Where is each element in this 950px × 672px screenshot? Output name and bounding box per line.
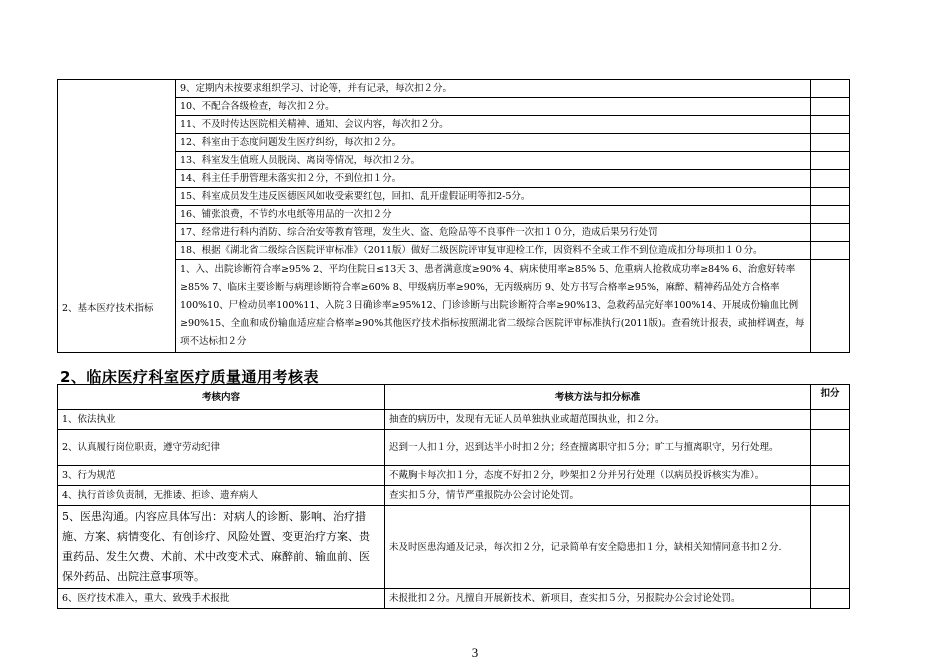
score-cell — [811, 152, 850, 170]
criteria-row: 12、科室由于态度问题发生医疗纠纷，每次扣２分。 — [176, 134, 811, 152]
score-cell — [811, 486, 850, 506]
criteria-row: 18、根据《湖北省二级综合医院评审标准》（2011版）做好二级医院评审复审迎检工作，因资料不全或工作不到位造成扣分每项扣１０分。 — [176, 242, 811, 260]
score-cell — [811, 188, 850, 206]
score-cell — [811, 206, 850, 224]
criteria-row: 9、定期内未按要求组织学习、讨论等，并有记录，每次扣２分。 — [176, 80, 811, 98]
score-cell — [811, 430, 850, 466]
content-cell: 2、认真履行岗位职责，遵守劳动纪律 — [58, 430, 385, 466]
score-cell — [811, 170, 850, 188]
criteria-row: 17、经常进行科内消防、综合治安等教育管理，发生火、盗、危险品等不良事件一次扣１０分，造成后果另行处罚 — [176, 224, 811, 242]
page-number: 3 — [471, 645, 479, 660]
score-cell — [811, 466, 850, 486]
method-cell: 不戴胸卡每次扣１分，态度不好扣２分，吵架扣２分并另行处理（以病员投诉核实为准）。 — [385, 466, 811, 486]
criteria-row-indicators: 1、入、出院诊断符合率≥95% 2、平均住院日≤13天 3、患者满意度≥90% 4、病床使用率≥85% 5、危重病人抢救成功率≥84% 6、治愈好转率≥85% 7、临床主要诊断与病理诊断符合率≥60% 8、甲级病历率≥90%，无丙级病历 9、处方书写合格率≥95%，麻醉、精神药品处方合格率100%10、尸检动员率100%11、入院３日确诊率≥95%12、门诊诊断与出院诊断符合率≥90%13、急救药品完好率100%14、开展成份输血比例≥90%15、全血和成份输血适应症合格率≥90%其他医疗技术指标按照湖北省二级综合医院评审标准执行(2011版)。查看统计报表，或抽样调查，每项不达标扣２分 — [176, 260, 811, 353]
header-method: 考核方法与扣分标准 — [385, 385, 811, 410]
criteria-row: 14、科主任手册管理未落实扣２分，不到位扣１分。 — [176, 170, 811, 188]
content-cell: 6、医疗技术准入，重大、致残手术报批 — [58, 589, 385, 609]
criteria-row: 15、科室成员发生违反医德医风如收受索要红包，回扣、乱开虚假证明等扣2-5分。 — [176, 188, 811, 206]
score-cell — [811, 410, 850, 430]
clinical-quality-table — [57, 384, 850, 609]
score-cell — [811, 589, 850, 609]
method-cell: 查实扣５分，情节严重报院办公会讨论处罚。 — [385, 486, 811, 506]
method-cell: 未及时医患沟通及记录，每次扣２分，记录简单有安全隐患扣１分，缺相关知情同意书扣２分. — [385, 506, 811, 589]
content-cell: 5、医患沟通。内容应具体写出：对病人的诊断、影响、治疗措施、方案、病情变化、有创诊疗、风险处置、变更治疗方案、贵重药品、发生欠费、术前、术中改变术式、麻醉前、输血前、医保外药品、出院注意事项等。 — [58, 506, 385, 589]
score-cell — [811, 80, 850, 98]
score-cell — [811, 134, 850, 152]
content-cell: 4、执行首诊负责制，无推诿、拒诊、遗弃病人 — [58, 486, 385, 506]
score-cell — [811, 242, 850, 260]
method-cell: 未报批扣２分。凡擅自开展新技术、新项目，查实扣５分，另报院办公会讨论处罚。 — [385, 589, 811, 609]
score-cell — [811, 116, 850, 134]
score-cell — [811, 98, 850, 116]
assessment-table-continued — [57, 79, 850, 353]
section-title: 2、临床医疗科室医疗质量通用考核表 — [60, 368, 319, 386]
header-content: 考核内容 — [58, 385, 385, 410]
score-cell — [811, 224, 850, 242]
criteria-row: 10、不配合各级检查，每次扣２分。 — [176, 98, 811, 116]
criteria-row: 13、科室发生值班人员脱岗、离岗等情况，每次扣２分。 — [176, 152, 811, 170]
method-cell: 迟到一人扣１分，迟到达半小时扣２分；经查擅离职守扣５分；旷工与擅离职守，另行处理。 — [385, 430, 811, 466]
content-cell: 3、行为规范 — [58, 466, 385, 486]
score-cell — [811, 506, 850, 589]
criteria-row: 11、不及时传达医院相关精神、通知、会议内容，每次扣２分。 — [176, 116, 811, 134]
header-score: 扣分 — [811, 385, 850, 410]
method-cell: 抽查的病历中，发现有无证人员单独执业或超范围执业，扣２分。 — [385, 410, 811, 430]
content-cell: 1、依法执业 — [58, 410, 385, 430]
category-cell: 2、基本医疗技术指标 — [58, 80, 176, 353]
score-cell — [811, 260, 850, 353]
criteria-row: 16、铺张浪费，不节约水电纸等用品的一次扣２分 — [176, 206, 811, 224]
